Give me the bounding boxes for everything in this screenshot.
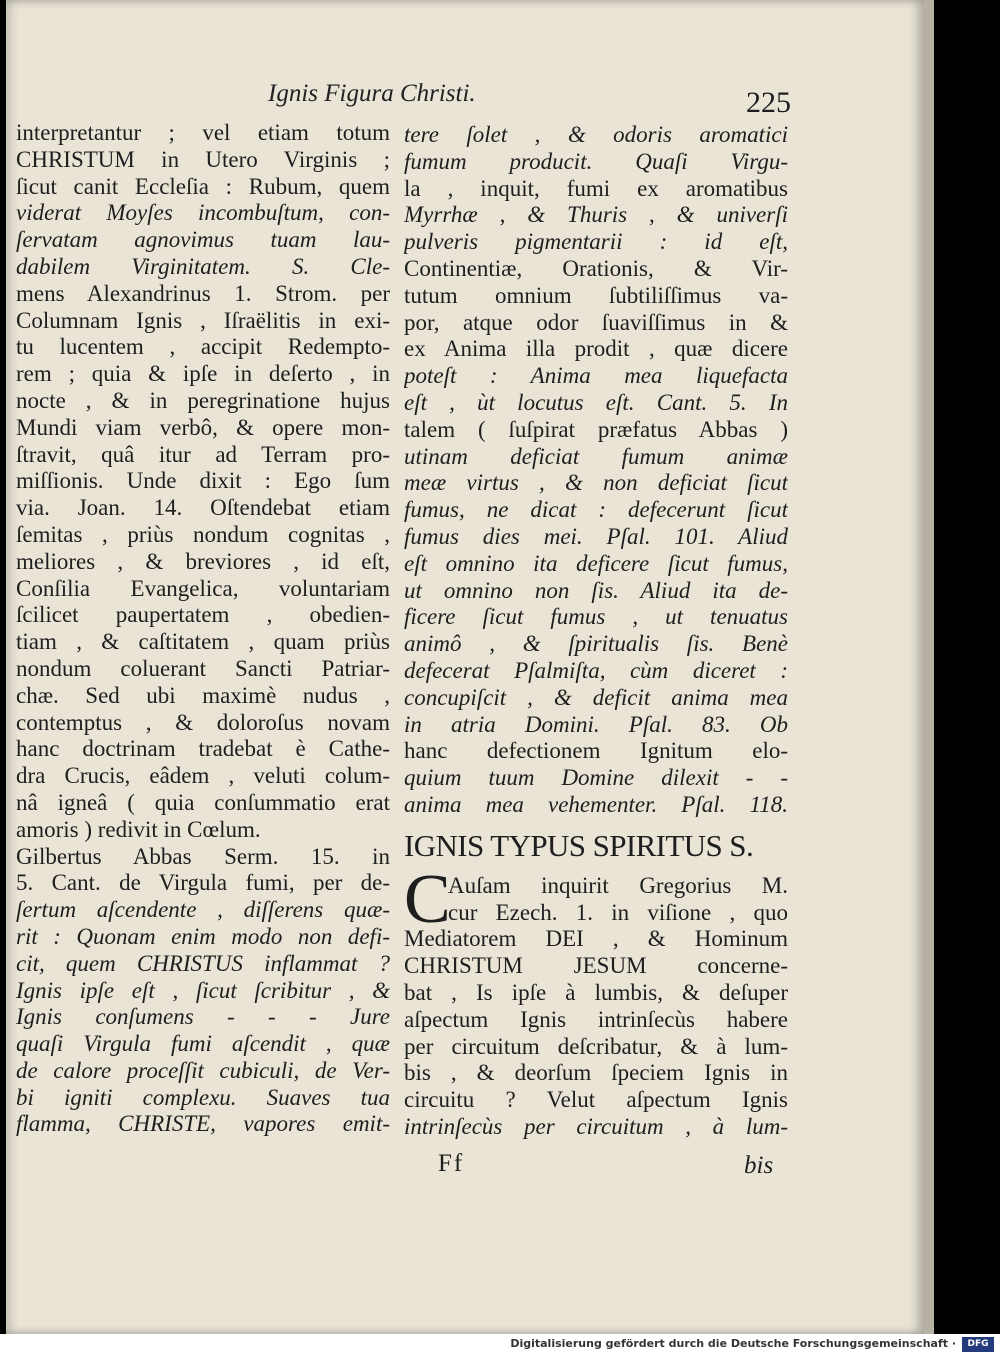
right-column-lower-line: cur Ezech. 1. in viſione , quo [448, 899, 788, 925]
section-heading: IGNIS TYPUS SPIRITUS S. [404, 827, 754, 863]
book-page [6, 0, 924, 1334]
right-column-lower-line: bat , Is ipſe à lumbis, & deſuper [404, 979, 788, 1005]
left-column-line: Mundi viam verbô, & opere mon- [16, 414, 390, 440]
left-column-line: meliores , & breviores , id eſt, [16, 548, 390, 574]
left-column-line: hanc doctrinam tradebat è Cathe- [16, 736, 390, 762]
right-column-upper-line: in atria Domini. Pſal. 83. Ob [404, 711, 788, 737]
right-column-lower-line: bis , & deorſum ſpeciem Ignis in [404, 1060, 788, 1086]
right-column-lower-line: aſpectum Ignis intrinſecùs habere [404, 1006, 788, 1032]
right-column-lower-line: per circuitum deſcribatur, & à lum- [404, 1033, 788, 1059]
left-column-line: Columnam Ignis , Iſraëlitis in exi- [16, 307, 390, 333]
left-column-line: rem ; quia & ipſe in deſerto , in [16, 361, 390, 387]
right-column-lower-line: CHRISTUM JESUM concerne- [404, 953, 788, 979]
left-column-line: Ignis ipſe eſt , ſicut ſcribitur , & [16, 977, 390, 1003]
left-column-line: bi igniti complexu. Suaves tua [16, 1084, 390, 1110]
right-column-upper-line: pulveris pigmentarii : id eſt, [404, 229, 788, 255]
right-column-upper-line: eſt , ùt locutus eſt. Cant. 5. In [404, 389, 788, 415]
paragraph-with-drop-cap [404, 860, 788, 1141]
left-column-line: ſertum aſcendente , diſſerens quæ- [16, 897, 390, 923]
page-number: 225 [746, 86, 791, 119]
left-column-line: cit, quem CHRISTUS inflammat ? [16, 950, 390, 976]
right-column-upper-line: poteſt : Anima mea liquefacta [404, 363, 788, 389]
left-column-line: Conſilia Evangelica, voluntariam [16, 575, 390, 601]
left-column-line: miſſionis. Unde dixit : Ego ſum [16, 468, 390, 494]
left-column-line: nondum coluerant Sancti Patriar- [16, 655, 390, 681]
left-column-line: via. Joan. 14. Oſtendebat etiam [16, 495, 390, 521]
right-column-upper-line: defecerat Pſalmiſta, cùm diceret : [404, 657, 788, 683]
left-column-line: mens Alexandrinus 1. Strom. per [16, 280, 390, 306]
left-column-line: ſicut canit Eccleſia : Rubum, quem [16, 173, 390, 199]
left-column-line: contemptus , & doloroſus novam [16, 709, 390, 735]
right-column-upper-line: por, atque odor ſuaviſſimus in & [404, 309, 788, 335]
right-column-upper-line: concupiſcit , & deficit anima mea [404, 684, 788, 710]
left-column-line: quaſi Virgula fumi aſcendit , quæ [16, 1031, 390, 1057]
right-column-upper-line: anima mea vehementer. Pſal. 118. [404, 791, 788, 817]
right-column-upper-line: fumus dies mei. Pſal. 101. Aliud [404, 523, 788, 549]
catchword: bis [744, 1152, 774, 1179]
right-column-upper-line: fumum producit. Quaſi Virgu- [404, 148, 788, 174]
right-column-upper-line: eſt omnino ita deficere ſicut fumus, [404, 550, 788, 576]
right-column-lower-line: Mediatorem DEI , & Hominum [404, 926, 788, 952]
right-column-upper-line: hanc defectionem Ignitum elo- [404, 738, 788, 764]
right-column-upper-line: Continentiæ, Orationis, & Vir- [404, 255, 788, 281]
left-column-line: Gilbertus Abbas Serm. 15. in [16, 843, 390, 869]
right-column-lower-line: circuitu ? Velut aſpectum Ignis [404, 1087, 788, 1113]
left-column-line: dra Crucis, eâdem , veluti colum- [16, 763, 390, 789]
right-column-upper-line: ex Anima illa prodit , quæ dicere [404, 336, 788, 362]
left-column-line: ſcilicet paupertatem , obedien- [16, 602, 390, 628]
left-column-line: nocte , & in peregrinatione hujus [16, 387, 390, 413]
right-column-lower-text [404, 873, 788, 1141]
left-column-line: dabilem Virginitatem. S. Cle- [16, 253, 390, 279]
digitization-footer [0, 1334, 1000, 1356]
right-column-upper-line: talem ( ſuſpirat præfatus Abbas ) [404, 416, 788, 442]
left-column-line: ſemitas , priùs nondum cognitas , [16, 521, 390, 547]
left-column-line: Ignis conſumens - - - Jure [16, 1004, 390, 1030]
right-column-upper-line: fumus, ne dicat : defecerunt ſicut [404, 497, 788, 523]
right-column-upper-line: utinam deficiat fumum animæ [404, 443, 788, 469]
right-column-upper-line: animô , & ſpiritualis ſis. Benè [404, 631, 788, 657]
signature-mark: Ff [438, 1150, 465, 1177]
right-column-upper-line: meæ virtus , & non deficiat ſicut [404, 470, 788, 496]
left-column-line: chæ. Sed ubi maximè nudus , [16, 682, 390, 708]
page-edge-strip [924, 0, 934, 1334]
left-column-line: CHRISTUM in Utero Virginis ; [16, 146, 390, 172]
right-column-upper-line: tutum omnium ſubtiliſſimus va- [404, 282, 788, 308]
right-column-upper-line: ut omnino non ſis. Aliud ita de- [404, 577, 788, 603]
drop-cap-initial: C [404, 860, 451, 938]
right-column-upper-text [404, 122, 788, 819]
right-text-column [404, 122, 788, 1141]
right-column-upper-line: ficere ſicut fumus , ut tenuatus [404, 604, 788, 630]
right-column-upper-line: la , inquit, fumi ex aromatibus [404, 175, 788, 201]
left-column-line: viderat Moyſes incombuſtum, con- [16, 200, 390, 226]
left-column-line: rit : Quonam enim modo non defi- [16, 923, 390, 949]
funding-credit: Digitalisierung gefördert durch die Deutsche Forschungsgemeinschaft · [510, 1337, 956, 1350]
left-column-line: tiam , & caſtitatem , quam priùs [16, 629, 390, 655]
left-text-column [16, 120, 390, 1138]
right-column-upper-line: tere ſolet , & odoris aromatici [404, 122, 788, 147]
left-column-line: 5. Cant. de Virgula fumi, per de- [16, 870, 390, 896]
dfg-logo: DFG [962, 1337, 994, 1352]
running-title: Ignis Figura Christi. [268, 80, 476, 107]
right-column-upper-line: quium tuum Domine dilexit - - [404, 765, 788, 791]
right-column-lower-line: intrinſecùs per circuitum , à lum- [404, 1113, 788, 1139]
left-column-line: nâ igneâ ( quia conſummatio erat [16, 789, 390, 815]
left-column-line: amoris ) redivit in Cœlum. [16, 816, 261, 842]
left-column-line: tu lucentem , accipit Redempto- [16, 334, 390, 360]
left-column-line: de calore proceſſit cubiculi, de Ver- [16, 1057, 390, 1083]
left-column-line: ſervatam agnovimus tuam lau- [16, 227, 390, 253]
left-column-line: ſtravit, quâ itur ad Terram pro- [16, 441, 390, 467]
left-column-line: flamma, CHRISTE, vapores emit- [16, 1111, 390, 1137]
right-column-lower-line: Auſam inquirit Gregorius M. [448, 872, 788, 898]
right-column-upper-line: Myrrhæ , & Thuris , & univerſi [404, 202, 788, 228]
left-column-line: interpretantur ; vel etiam totum [16, 120, 390, 145]
